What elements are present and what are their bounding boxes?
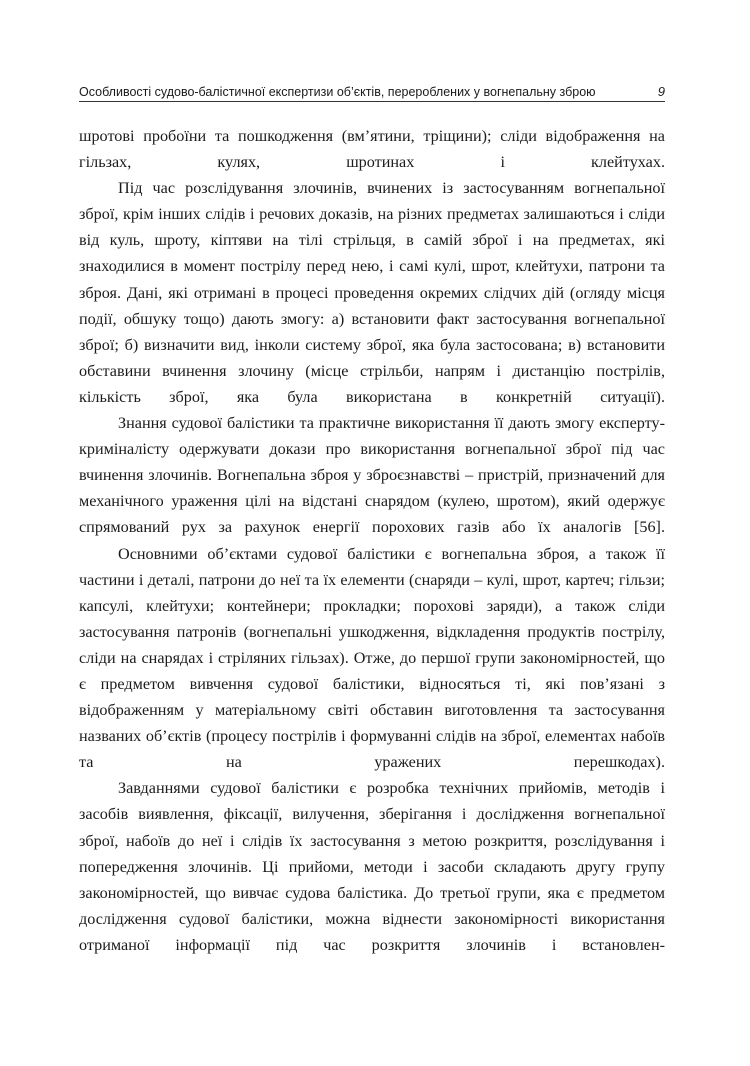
paragraph-1: шротові пробоїни та пошкодження (вм’ятини, тріщини); сліди відображення на гільзах, кулях, шротинах і клейтухах. [79,127,665,172]
paragraph-4: Основними об’єктами судової балістики є вогнепальна зброя, а також її частини і деталі, патрони до неї та їх елементи (снаряди – кулі, шрот, картеч; гільзи; капсулі, клейтухи; контейнери; прокладки; порохові заряди), а також сліди застосування патронів (вогнепальні ушкодження, відкладення продуктів пострілу, сліди на снарядах і стріляних гільзах). Отже, до першої групи закономірностей, що є предметом вивчення судової балістики, відносяться ті, які пов’язані з відображенням у матеріальному світі обставин виготовлення та застосування названих об’єктів (процесу пострілів і формуванні слідів на зброї, елементах набоїв та на уражених перешкодах). [79,544,665,772]
paragraph-5: Завданнями судової балістики є розробка технічних прийомів, методів і засобів виявлення, фіксації, вилучення, зберігання і дослідження вогнепальної зброї, набоїв до неї і слідів їх застосування з метою розкриття, розслідування і попередження злочинів. Ці прийоми, методи і засоби складають другу групу закономірностей, що вивчає судова балістика. До третьої групи, яка є предметом дослідження судової балістики, можна віднести закономірності використання отриманої інформації під час розкриття злочинів і встановлен- [79,779,665,954]
paragraph-3: Знання судової балістики та практичне використання її дають змогу експерту-криміналісту одержувати докази про використання вогнепальної зброї під час вчинення злочинів. Вогнепальна зброя у зброєзнавстві – пристрій, призначений для механічного ураження цілі на відстані снарядом (кулею, шротом), який одержує спрямований рух за рахунок енергії порохових газів або їх аналогів [56]. [79,414,665,537]
paragraph-2: Під час розслідування злочинів, вчинених із застосуванням вогнепальної зброї, крім інших слідів і речових доказів, на різних предметах залишаються і сліди від куль, шроту, кіптяви на тілі стрільця, в самій зброї і на предметах, які знаходилися в момент пострілу перед нею, і самі кулі, шрот, клейтухи, патрони та зброя. Дані, які отримані в процесі проведення окремих слідчих дій (огляду місця події, обшуку тощо) дають змогу: а) встановити факт застосування вогнепальної зброї; б) визначити вид, інколи систему зброї, яка була застосована; в) встановити обставини вчинення злочину (місце стрільби, напрям і дистанцію пострілів, кількість зброї, яка була використана в конкретній ситуації). [79,179,665,406]
body-text [79,123,665,958]
header-rule [79,101,665,102]
running-header [79,77,665,99]
running-header-title: Особливості судово-балістичної експертизи об’єктів, перероблених у вогнепальну зброю [79,85,596,99]
page-number: 9 [657,84,665,99]
